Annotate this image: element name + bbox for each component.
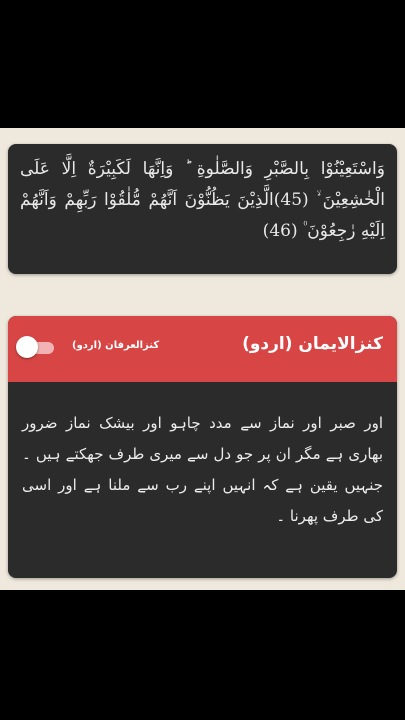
translation-subtitle: کنزالعرفان (اردو) — [72, 340, 160, 351]
translation-text: اور صبر اور نماز سے مدد چاہو اور بیشک نماز ضرور بھاری ہے مگر ان پر جو دل سے میری طرف جھکتے ہیں ۔ جنہیں یقین ہے کہ انہیں اپنے رب سے ملنا ہے اور اسی کی طرف پھرنا ۔ — [22, 414, 383, 525]
translation-header — [8, 316, 397, 382]
translation-toggle[interactable] — [16, 336, 56, 360]
toggle-knob — [16, 336, 38, 358]
ayah-card — [8, 144, 397, 274]
ayah-text — [8, 144, 397, 247]
translation-title: کنزالایمان (اردو) — [242, 334, 383, 354]
ayah-text-part-2: الَّذِیْنَ یَظُنُّوْنَ اَنَّهُمْ مُّلٰقُوْا رَبِّهِمْ وَاَنَّهُمْ اِلَیْهِ رٰجِعُوْنَ ۠ — [20, 190, 385, 241]
translation-card — [8, 316, 397, 578]
ayah-number-46: (46) — [262, 221, 298, 241]
ayah-number-45: (45) — [273, 190, 309, 210]
ayah-text-part-1: وَاسْتَعِیْنُوْا بِالصَّبْرِ وَالصَّلٰوةِ ؕ وَاِنَّهَا لَكَبِیْرَةٌ اِلَّا عَلَى الْخٰشِعِیْنَ ۙ — [20, 159, 385, 210]
content-area — [0, 128, 405, 590]
